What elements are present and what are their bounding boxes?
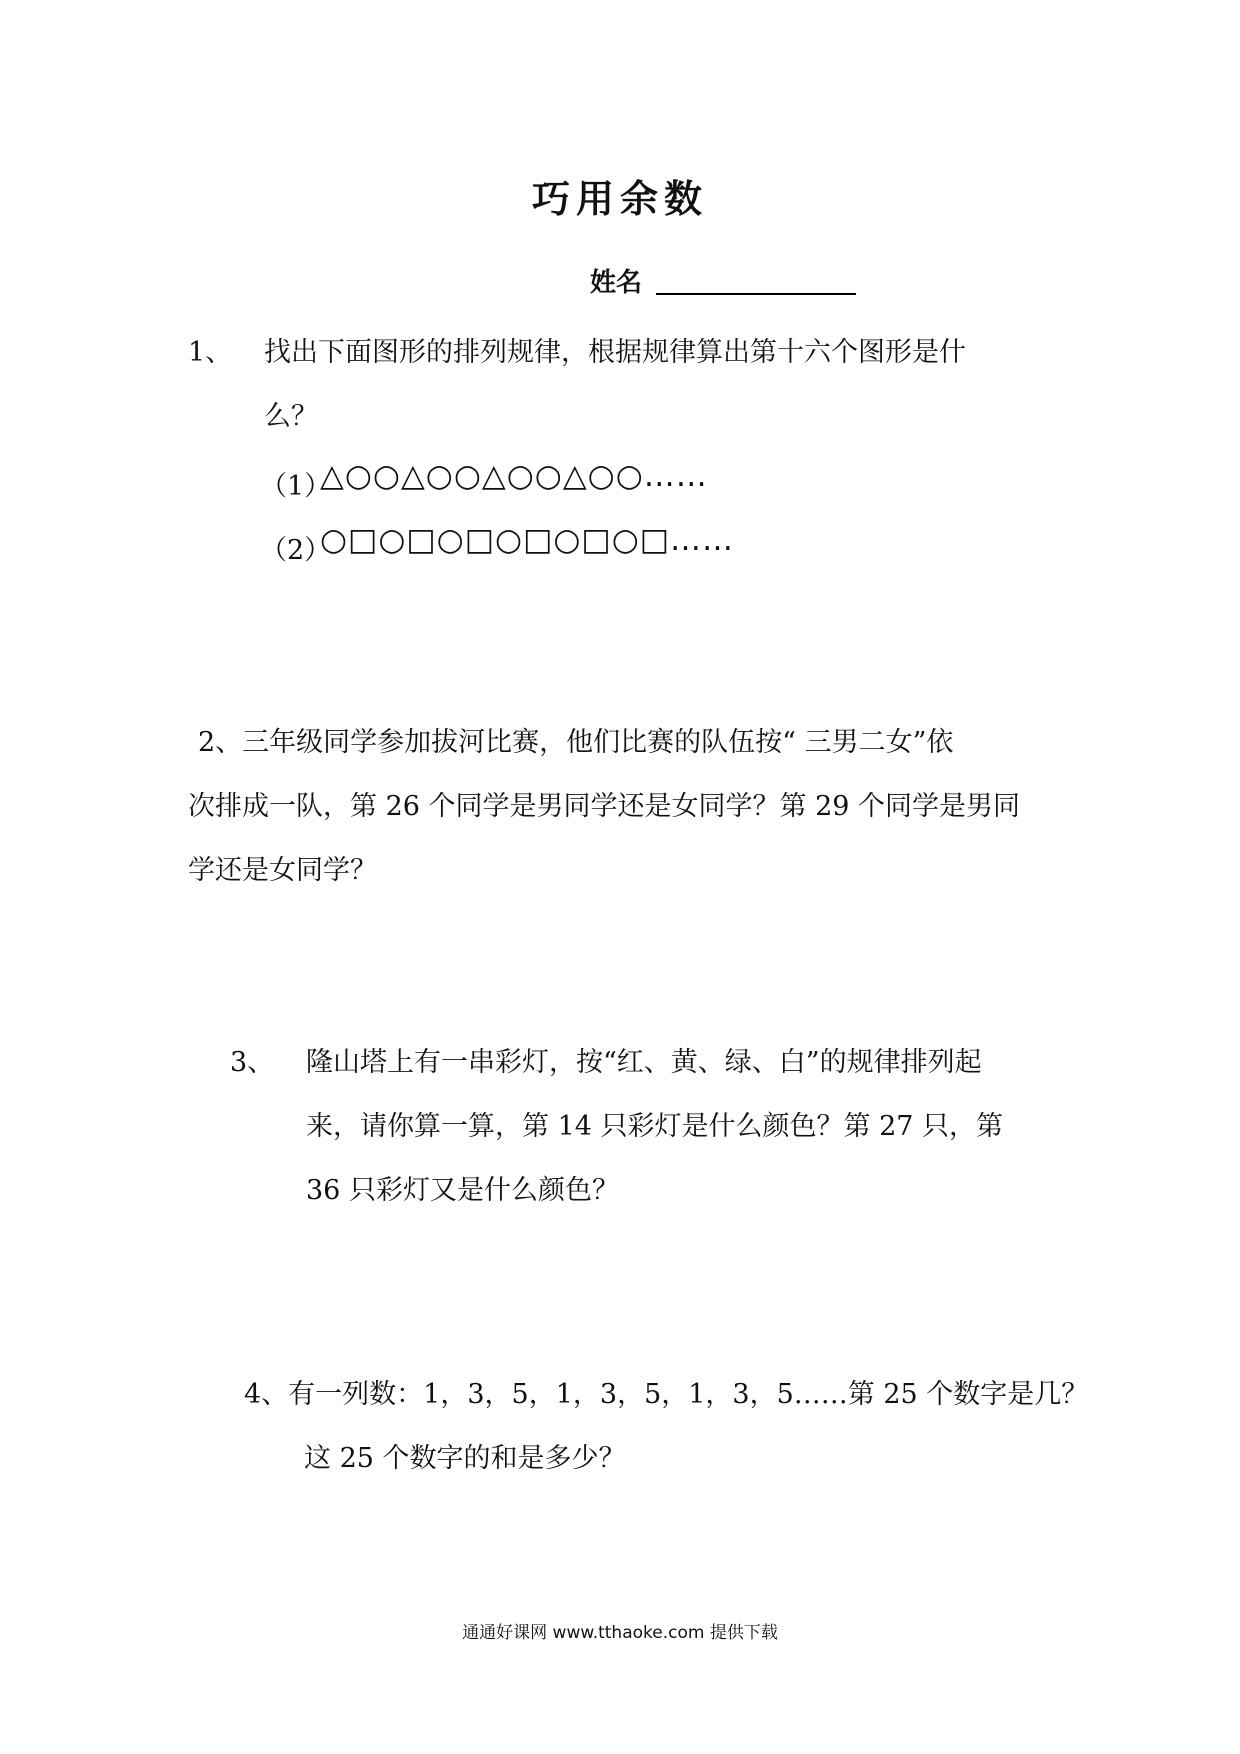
question-1-part-1-shape-sequence: △○○△○○△○○△○○…… xyxy=(320,458,708,494)
question-4-line-1: 4、有一列数：1，3，5，1，3，5，1，3，5……第 25 个数字是几？ xyxy=(244,1379,1089,1410)
footer-credit: 通通好课网 www.tthaoke.com 提供下载 xyxy=(462,1623,778,1643)
name-label: 姓名 xyxy=(590,268,643,298)
question-2-line-3: 学还是女同学？ xyxy=(188,855,377,886)
question-2-line-2: 次排成一队，第 26 个同学是男同学还是女同学？第 29 个同学是男同 xyxy=(188,791,1021,822)
question-1-part-2-shape-sequence: ○□○□○□○□○□○□…… xyxy=(320,522,735,558)
question-1-number: 1、 xyxy=(188,337,233,368)
question-1-part-2-label: （2） xyxy=(260,535,332,566)
question-3-line-1: 隆山塔上有一串彩灯，按“红、黄、绿、白”的规律排列起 xyxy=(306,1047,982,1078)
question-2-line-1: 2、三年级同学参加拔河比赛，他们比赛的队伍按“ 三男二女”依 xyxy=(198,727,954,758)
question-1-text: 找出下面图形的排列规律，根据规律算出第十六个图形是什 xyxy=(264,337,966,368)
question-1-part-1-label: （1） xyxy=(260,471,332,502)
question-3-line-3: 36 只彩灯又是什么颜色？ xyxy=(306,1175,619,1206)
question-4-line-2: 这 25 个数字的和是多少？ xyxy=(304,1443,626,1474)
question-1-text-continued: 么？ xyxy=(264,401,318,432)
page-title: 巧用余数 xyxy=(531,176,708,221)
question-3-line-2: 来，请你算一算，第 14 只彩灯是什么颜色？第 27 只，第 xyxy=(306,1111,1004,1142)
question-3-number: 3、 xyxy=(230,1047,275,1078)
name-blank-line[interactable] xyxy=(656,293,856,295)
